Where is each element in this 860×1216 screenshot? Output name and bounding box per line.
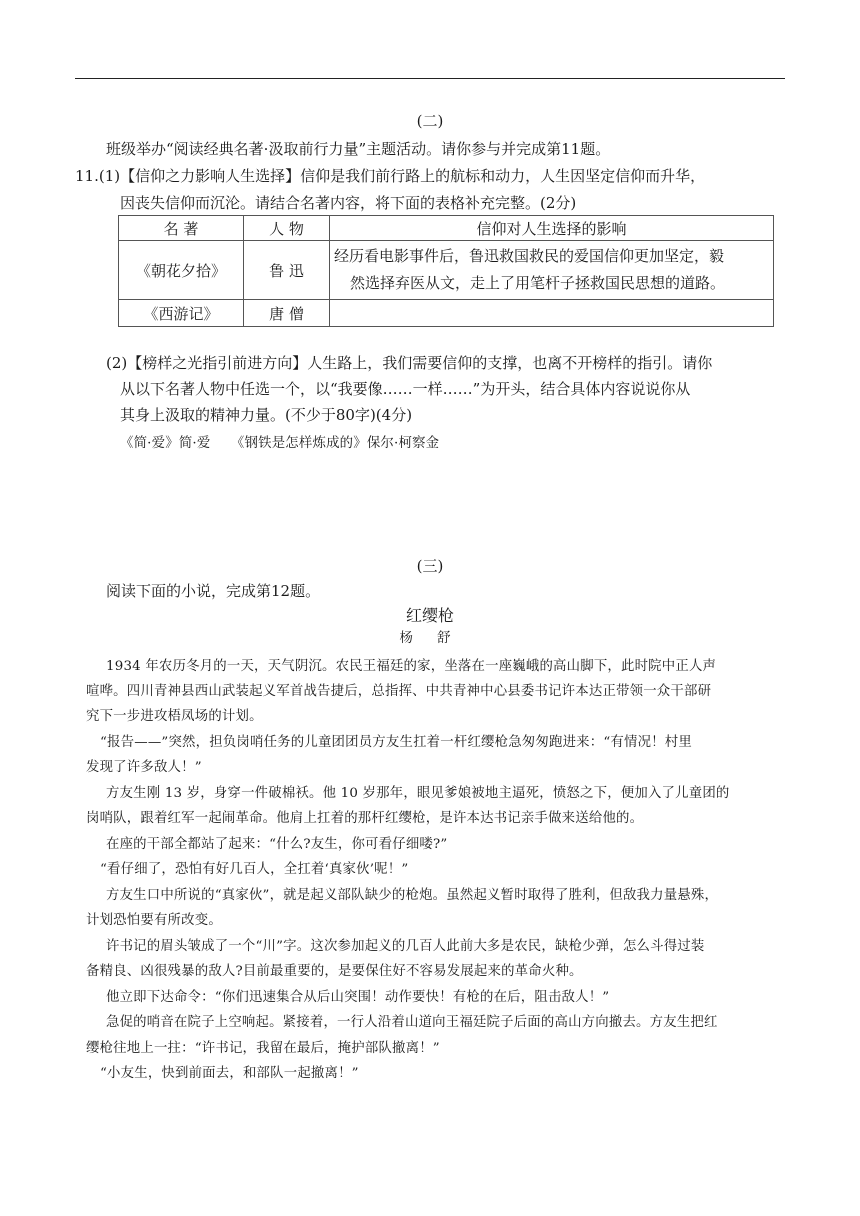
story-line: 他立即下达命令：“你们迅速集合从后山突围！动作要快！有枪的在后，阻击敌人！” bbox=[106, 990, 610, 1005]
table-cell-effect-answer[interactable] bbox=[330, 300, 774, 327]
story-line: 岗哨队，跟着红军一起闹革命。他肩上扛着的那杆红缨枪，是许本达书记亲手做来送给他的。 bbox=[86, 811, 644, 826]
header-rule bbox=[75, 78, 785, 79]
story-line: 缨枪往地上一拄：“许书记，我留在最后，掩护部队撤离！” bbox=[86, 1041, 440, 1056]
section-heading-2: (二) bbox=[416, 112, 444, 130]
table-cell-book: 《西游记》 bbox=[119, 300, 244, 327]
story-line: 究下一步进攻梧凤场的计划。 bbox=[86, 709, 263, 724]
section-intro-2: 班级举办“阅读经典名著·汲取前行力量”主题活动。请你参与并完成第11题。 bbox=[106, 140, 611, 158]
story-author: 杨 舒 bbox=[399, 631, 461, 646]
section-intro-3: 阅读下面的小说，完成第12题。 bbox=[106, 582, 321, 600]
book-options: 《简·爱》简·爱 《钢铁是怎样炼成的》保尔·柯察金 bbox=[120, 436, 440, 451]
story-line: “报告——”突然，担负岗哨任务的儿童团团员方友生扛着一杆红缨枪急匆匆跑进来：“有情况！村里 bbox=[100, 735, 692, 750]
table-cell-book: 《朝花夕拾》 bbox=[119, 241, 244, 300]
table-cell-effect-line: 经历看电影事件后，鲁迅救国救民的爱国信仰更加坚定，毅 bbox=[334, 247, 725, 265]
belief-table bbox=[118, 215, 774, 327]
table-cell-person: 鲁 迅 bbox=[244, 241, 330, 300]
question-11-part2-line3: 其身上汲取的精神力量。(不少于80字)(4分) bbox=[120, 406, 413, 424]
table-row bbox=[119, 300, 774, 327]
table-cell-effect bbox=[330, 241, 774, 300]
story-line: 计划恐怕要有所改变。 bbox=[86, 913, 222, 928]
story-line: 备精良、凶很残暴的敌人?目前最重要的，是要保住好不容易发展起来的革命火种。 bbox=[86, 964, 583, 979]
story-line: 方友生口中所说的“真家伙”，就是起义部队缺少的枪炮。虽然起义暂时取得了胜利，但敌我力量悬殊， bbox=[106, 888, 719, 903]
question-11-part2-line1: (2)【榜样之光指引前进方向】人生路上，我们需要信仰的支撑，也离不开榜样的指引。请你 bbox=[106, 354, 713, 372]
story-line: 急促的哨音在院子上空响起。紧接着，一行人沿着山道向王福廷院子后面的高山方向撤去。方友生把红 bbox=[106, 1015, 718, 1030]
story-line: 发现了许多敌人！” bbox=[86, 760, 202, 775]
question-11-part1-line1: 11.(1)【信仰之力影响人生选择】信仰是我们前行路上的航标和动力，人生因坚定信仰而升华， bbox=[75, 167, 706, 185]
story-line: “看仔细了，恐怕有好几百人，全扛着‘真家伙’呢！” bbox=[100, 862, 409, 877]
table-header-effect: 信仰对人生选择的影响 bbox=[330, 216, 774, 241]
table-cell-person: 唐 僧 bbox=[244, 300, 330, 327]
story-line: 在座的干部全都站了起来：“什么?友生，你可看仔细喽?” bbox=[106, 837, 448, 852]
question-11-part1-line2: 因丧失信仰而沉沦。请结合名著内容，将下面的表格补充完整。(2分) bbox=[120, 194, 577, 212]
story-line: “小友生，快到前面去，和部队一起撤离！” bbox=[100, 1066, 359, 1081]
story-line: 1934 年农历冬月的一天，天气阴沉。农民王福廷的家，坐落在一座巍峨的高山脚下，此时院中正人声 bbox=[106, 659, 717, 674]
story-title: 红缨枪 bbox=[405, 606, 454, 625]
table-row bbox=[119, 241, 774, 300]
story-line: 喧哗。四川青神县西山武装起义军首战告捷后，总指挥、中共青神中心县委书记许本达正带领一众干部研 bbox=[86, 684, 712, 699]
section-heading-3: (三) bbox=[416, 557, 444, 575]
question-11-part2-line2: 从以下名著人物中任选一个，以“我要像……一样……”为开头，结合具体内容说说你从 bbox=[120, 380, 691, 398]
table-header-book: 名 著 bbox=[119, 216, 244, 241]
table-header-person: 人 物 bbox=[244, 216, 330, 241]
table-cell-effect-line: 然选择弃医从文，走上了用笔杆子拯救国民思想的道路。 bbox=[350, 274, 726, 292]
story-line: 方友生刚 13 岁，身穿一件破棉袄。他 10 岁那年，眼见爹娘被地主逼死，愤怒之下，便加入了儿童团的 bbox=[106, 786, 730, 801]
table-header-row bbox=[119, 216, 774, 241]
story-line: 许书记的眉头皱成了一个“川”字。这次参加起义的几百人此前大多是农民，缺枪少弹，怎么斗得过装 bbox=[106, 939, 705, 954]
